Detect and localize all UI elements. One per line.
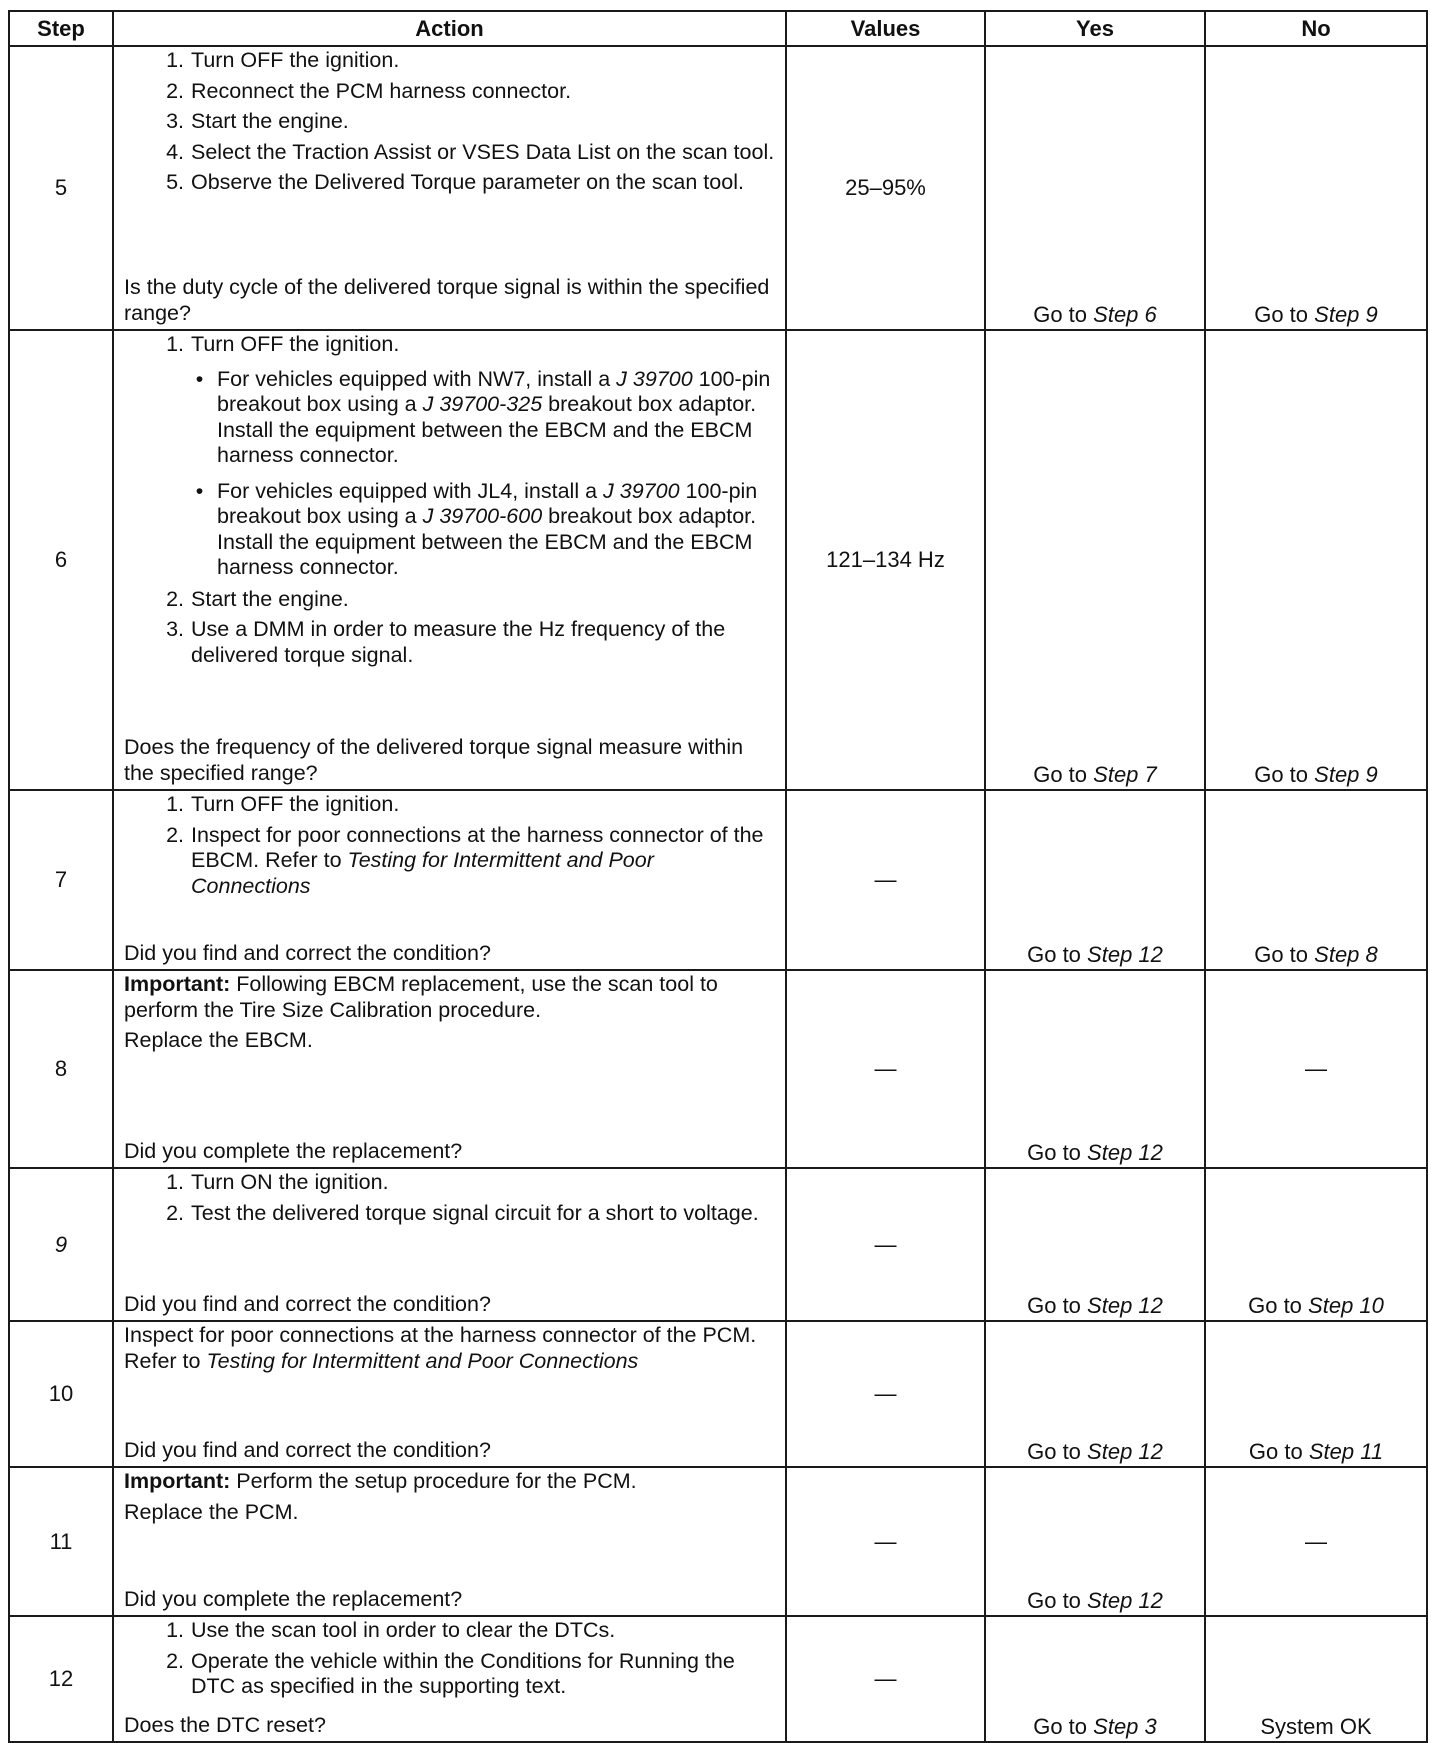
- action-cell: [113, 46, 786, 330]
- table-row: [9, 790, 1427, 970]
- important-note: Important: Perform the setup procedure for the PCM.: [124, 1469, 637, 1493]
- step-question: Did you find and correct the condition?: [124, 1437, 491, 1462]
- list-item: 2. Start the engine.: [166, 586, 349, 611]
- header-step: Step: [9, 11, 113, 46]
- table-row: [9, 970, 1427, 1168]
- list-item: 5. Observe the Delivered Torque parameter on the scan tool.: [166, 170, 744, 194]
- no-step-link[interactable]: Step 11: [1308, 1438, 1384, 1464]
- no-result: Go to Step 11: [1205, 1321, 1427, 1467]
- bullet-item: • For vehicles equipped with NW7, install a J 39700 100-pin breakout box using a J 39700-325 breakout box adaptor. Install the equipment between the EBCM and the EBCM harness connector.: [195, 366, 771, 467]
- yes-step-link[interactable]: Step 12: [1087, 1292, 1163, 1318]
- table-row: [9, 1321, 1427, 1467]
- header-values: Values: [786, 11, 985, 46]
- no-result: System OK: [1205, 1616, 1427, 1742]
- step-number: 12: [9, 1616, 113, 1742]
- step-value: —: [786, 1321, 985, 1467]
- list-item: 1. Turn OFF the ignition.: [166, 332, 400, 356]
- step-question: Did you complete the replacement?: [124, 1138, 463, 1163]
- tool-reference: J 39700-325: [422, 392, 543, 416]
- header-action: Action: [113, 11, 786, 46]
- yes-step-link[interactable]: Step 12: [1087, 941, 1163, 967]
- no-step-link[interactable]: Step 9: [1314, 761, 1378, 787]
- step-value: —: [786, 790, 985, 970]
- list-item: 2. Inspect for poor connections at the harness connector of the EBCM. Refer to Testing for Intermittent and Poor Connections: [166, 822, 764, 898]
- no-step-link[interactable]: Step 9: [1314, 301, 1378, 327]
- step-value: —: [786, 1168, 985, 1321]
- list-item: 2. Operate the vehicle within the Conditions for Running the DTC as specified in the supporting text.: [166, 1648, 735, 1698]
- yes-result: Go to Step 12: [985, 1321, 1205, 1467]
- list-item: 2. Reconnect the PCM harness connector.: [166, 78, 572, 103]
- no-result: Go to Step 9: [1205, 330, 1427, 790]
- no-result: Go to Step 10: [1205, 1168, 1427, 1321]
- step-number: 9: [9, 1168, 113, 1321]
- table-row: [9, 1616, 1427, 1742]
- important-note: Important: Following EBCM replacement, use the scan tool to perform the Tire Size Calibration procedure.: [124, 972, 718, 1022]
- step-value: 121–134 Hz: [786, 330, 985, 790]
- header-yes: Yes: [985, 11, 1205, 46]
- step-question: Did you find and correct the condition?: [124, 940, 491, 965]
- tool-reference: J 39700: [616, 366, 693, 391]
- table-row: [9, 46, 1427, 330]
- header-no: No: [1205, 11, 1427, 46]
- instruction-text: Replace the PCM.: [124, 1499, 299, 1524]
- step-question: Did you complete the replacement?: [124, 1586, 463, 1611]
- step-value: —: [786, 970, 985, 1168]
- yes-step-link[interactable]: Step 12: [1087, 1139, 1163, 1165]
- instruction-text: Inspect for poor connections at the harness connector of the PCM. Refer to Testing for Intermittent and Poor Connections: [124, 1323, 757, 1373]
- instruction-text: Replace the EBCM.: [124, 1028, 313, 1052]
- yes-step-link[interactable]: Step 12: [1087, 1438, 1163, 1464]
- table-row: [9, 1467, 1427, 1616]
- list-item: 1. Turn OFF the ignition.: [166, 48, 400, 72]
- header-row: [9, 11, 1427, 46]
- list-item: 3. Use a DMM in order to measure the Hz frequency of the delivered torque signal.: [166, 617, 726, 667]
- tool-reference: J 39700: [603, 478, 680, 503]
- yes-step-link[interactable]: Step 12: [1087, 1587, 1163, 1613]
- table-row: [9, 330, 1427, 790]
- list-item: 1. Turn ON the ignition.: [166, 1170, 389, 1194]
- step-question: Does the DTC reset?: [124, 1712, 326, 1737]
- no-result: —: [1205, 970, 1427, 1168]
- step-value: —: [786, 1467, 985, 1616]
- procedure-reference[interactable]: Testing for Intermittent and Poor Connections: [206, 1348, 639, 1373]
- step-question: Did you find and correct the condition?: [124, 1291, 491, 1316]
- no-step-link[interactable]: Step 10: [1308, 1292, 1384, 1318]
- list-item: 3. Start the engine.: [166, 109, 349, 133]
- list-item: 1. Use the scan tool in order to clear the DTCs.: [166, 1618, 616, 1642]
- yes-result: Go to Step 12: [985, 970, 1205, 1168]
- table-row: [9, 1168, 1427, 1321]
- action-cell: [113, 790, 786, 970]
- no-result: —: [1205, 1467, 1427, 1616]
- yes-step-link[interactable]: Step 7: [1093, 761, 1157, 787]
- yes-result: Go to Step 12: [985, 790, 1205, 970]
- action-cell: [113, 1616, 786, 1742]
- action-cell: [113, 1467, 786, 1616]
- yes-result: Go to Step 6: [985, 46, 1205, 330]
- action-cell: [113, 970, 786, 1168]
- action-cell: [113, 1168, 786, 1321]
- list-item: 4. Select the Traction Assist or VSES Data List on the scan tool.: [166, 139, 775, 164]
- bullet-item: • For vehicles equipped with JL4, install a J 39700 100-pin breakout box using a J 39700-600 breakout box adaptor. Install the equipment between the EBCM and the EBCM harness connector.: [195, 478, 758, 579]
- step-number: 6: [9, 330, 113, 790]
- step-question: Is the duty cycle of the delivered torque signal is within the specified range?: [124, 275, 770, 325]
- no-result: Go to Step 9: [1205, 46, 1427, 330]
- step-number: 5: [9, 46, 113, 330]
- action-cell: [113, 330, 786, 790]
- yes-step-link[interactable]: Step 3: [1093, 1713, 1157, 1739]
- list-item: 2. Test the delivered torque signal circuit for a short to voltage.: [166, 1200, 759, 1225]
- step-number: 11: [9, 1467, 113, 1616]
- step-value: —: [786, 1616, 985, 1742]
- diagnostic-steps-table: [8, 10, 1428, 1743]
- action-cell: [113, 1321, 786, 1467]
- step-number: 7: [9, 790, 113, 970]
- yes-result: Go to Step 7: [985, 330, 1205, 790]
- step-number: 8: [9, 970, 113, 1168]
- step-number: 10: [9, 1321, 113, 1467]
- no-step-link[interactable]: Step 8: [1314, 941, 1378, 967]
- procedure-reference[interactable]: Testing for Intermittent and Poor Connections: [191, 848, 654, 898]
- step-value: 25–95%: [786, 46, 985, 330]
- yes-result: Go to Step 3: [985, 1616, 1205, 1742]
- yes-result: Go to Step 12: [985, 1467, 1205, 1616]
- no-result: Go to Step 8: [1205, 790, 1427, 970]
- step-question: Does the frequency of the delivered torque signal measure within the specified range?: [124, 735, 744, 785]
- tool-reference: J 39700-600: [422, 504, 543, 528]
- list-item: 1. Turn OFF the ignition.: [166, 792, 400, 816]
- yes-result: Go to Step 12: [985, 1168, 1205, 1321]
- yes-step-link[interactable]: Step 6: [1093, 301, 1157, 327]
